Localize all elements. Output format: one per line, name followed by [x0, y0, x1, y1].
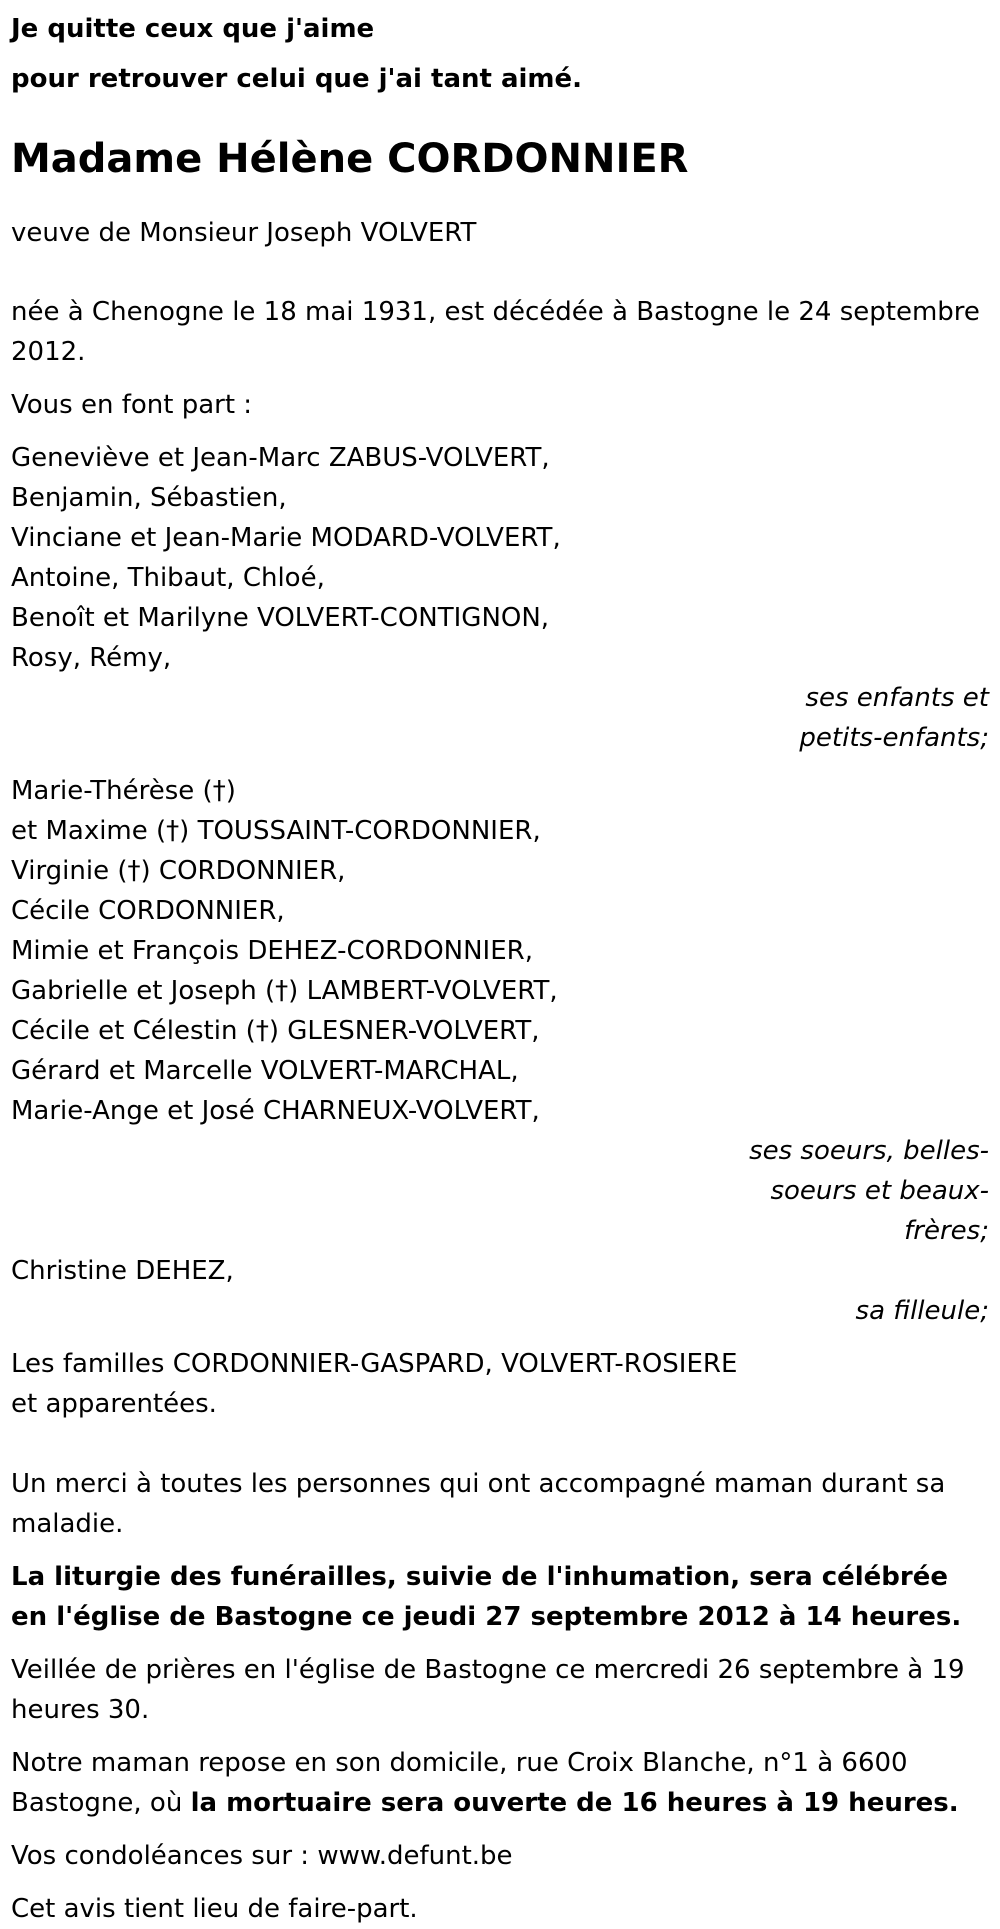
children-line: Benjamin, Sébastien,: [11, 483, 287, 513]
families-block: [11, 1344, 989, 1424]
condolences-text: Vos condoléances sur : www.defunt.be: [11, 1841, 513, 1871]
children-line: Antoine, Thibaut, Chloé,: [11, 563, 325, 593]
goddaughter-role: sa filleule;: [855, 1296, 989, 1326]
deceased-name: Madame Hélène CORDONNIER: [11, 136, 689, 182]
liturgy-text: La liturgie des funérailles, suivie de l'inhumation, sera célébrée en l'église de Bastogne ce jeudi 27 septembre 2012 à 14 heures.: [11, 1562, 962, 1632]
thanks-text: Un merci à toutes les personnes qui ont accompagné maman durant sa maladie.: [11, 1469, 946, 1539]
vigil-text: Veillée de prières en l'église de Bastogne ce mercredi 26 septembre à 19 heures 30.: [11, 1655, 965, 1725]
motto-line-1: Je quitte ceux que j'aime: [11, 14, 375, 44]
children-line: Benoît et Marilyne VOLVERT-CONTIGNON,: [11, 603, 550, 633]
siblings-list: [11, 771, 989, 1251]
announce-label: Vous en font part :: [11, 390, 253, 420]
siblings-role: soeurs et beaux-: [770, 1176, 989, 1206]
children-line: Vinciane et Jean-Marie MODARD-VOLVERT,: [11, 523, 561, 553]
rest-text: [11, 1743, 989, 1823]
sibling-line: Cécile CORDONNIER,: [11, 896, 285, 926]
children-role: ses enfants et: [805, 683, 989, 713]
sibling-line: Marie-Thérèse (†): [11, 776, 236, 806]
sibling-line: Gabrielle et Joseph (†) LAMBERT-VOLVERT,: [11, 976, 558, 1006]
rest-text-bold: la mortuaire sera ouverte de 16 heures à 19 heures.: [190, 1788, 959, 1818]
sibling-line: Marie-Ange et José CHARNEUX-VOLVERT,: [11, 1096, 540, 1126]
motto-line-2: pour retrouver celui que j'ai tant aimé.: [11, 64, 583, 94]
children-line: Geneviève et Jean-Marc ZABUS-VOLVERT,: [11, 443, 550, 473]
birth-death-info: née à Chenogne le 18 mai 1931, est décédée à Bastogne le 24 septembre 2012.: [11, 297, 980, 367]
notice-text: Cet avis tient lieu de faire-part.: [11, 1894, 418, 1924]
goddaughter-name: Christine DEHEZ,: [11, 1256, 234, 1286]
sibling-line: Cécile et Célestin (†) GLESNER-VOLVERT,: [11, 1016, 540, 1046]
families-line-2: et apparentées.: [11, 1389, 217, 1419]
sibling-line: Mimie et François DEHEZ-CORDONNIER,: [11, 936, 533, 966]
sibling-line: Virginie (†) CORDONNIER,: [11, 856, 346, 886]
widow-of: veuve de Monsieur Joseph VOLVERT: [11, 218, 477, 248]
children-list: [11, 438, 989, 758]
children-role: petits-enfants;: [799, 723, 989, 753]
sibling-line: et Maxime (†) TOUSSAINT-CORDONNIER,: [11, 816, 541, 846]
goddaughter-block: [11, 1251, 989, 1331]
obituary-content: [11, 4, 989, 1929]
siblings-role: ses soeurs, belles-: [749, 1136, 989, 1166]
children-line: Rosy, Rémy,: [11, 643, 172, 673]
siblings-role: frères;: [904, 1216, 989, 1246]
rest-text-regular: Notre maman repose en son domicile, rue Croix Blanche, n°1 à 6600 Bastogne, où: [11, 1748, 908, 1818]
families-line-1: Les familles CORDONNIER-GASPARD, VOLVERT-ROSIERE: [11, 1349, 738, 1379]
sibling-line: Gérard et Marcelle VOLVERT-MARCHAL,: [11, 1056, 519, 1086]
